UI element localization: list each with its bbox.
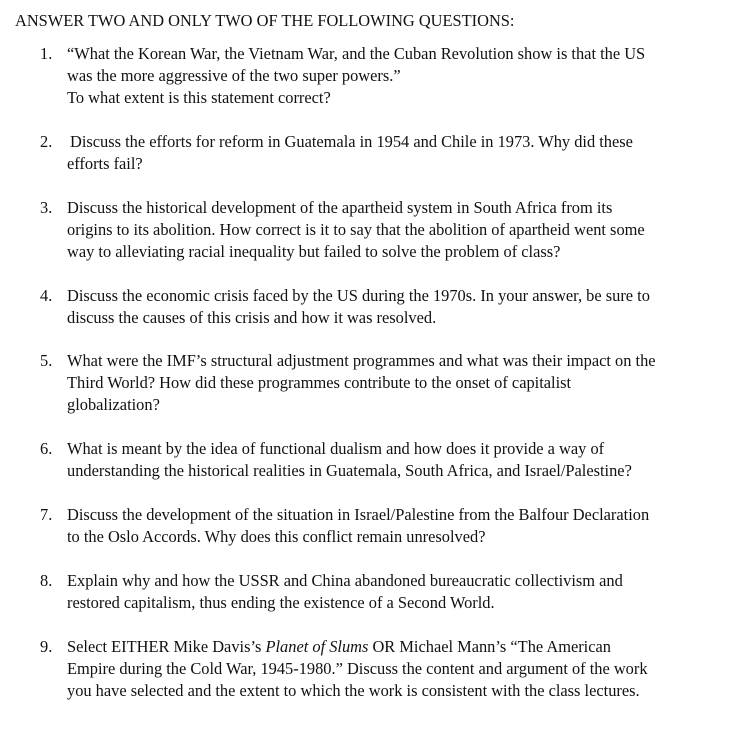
question-number: 3. <box>40 198 53 217</box>
question-line: discuss the causes of this crisis and how it was resolved. <box>67 308 437 327</box>
question-text <box>67 197 720 263</box>
question-line: globalization? <box>67 395 160 414</box>
question-3 <box>40 197 720 263</box>
question-line: Discuss the efforts for reform in Guatemala in 1954 and Chile in 1973. Why did these <box>70 132 633 151</box>
question-line: “What the Korean War, the Vietnam War, and the Cuban Revolution show is that the US <box>67 44 646 63</box>
question-line: Third World? How did these programmes contribute to the onset of capitalist <box>67 373 572 392</box>
question-6 <box>40 438 720 482</box>
question-text <box>67 350 720 416</box>
question-line: origins to its abolition. How correct is it to say that the abolition of apartheid went some <box>67 220 645 239</box>
question-line: To what extent is this statement correct? <box>67 88 331 107</box>
question-text-part: OR Michael Mann’s “The American <box>368 637 611 656</box>
question-line: Empire during the Cold War, 1945-1980.” Discuss the content and argument of the work <box>67 659 648 678</box>
question-line: efforts fail? <box>67 154 143 173</box>
question-line: Discuss the development of the situation in Israel/Palestine from the Balfour Declaration <box>67 505 650 524</box>
question-text <box>67 131 720 175</box>
question-5 <box>40 350 720 416</box>
question-line: to the Oslo Accords. Why does this conflict remain unresolved? <box>67 527 486 546</box>
question-8 <box>40 570 720 614</box>
question-text-part: Select EITHER Mike Davis’s <box>67 637 266 656</box>
question-line: understanding the historical realities in Guatemala, South Africa, and Israel/Palestine? <box>67 461 632 480</box>
question-number: 9. <box>40 637 53 656</box>
question-1 <box>40 43 720 109</box>
question-text <box>67 504 720 548</box>
question-4 <box>40 285 720 329</box>
instructions-heading: ANSWER TWO AND ONLY TWO OF THE FOLLOWING QUESTIONS: <box>15 11 515 30</box>
question-line: What were the IMF’s structural adjustment programmes and what was their impact on the <box>67 351 656 370</box>
question-text <box>67 570 720 614</box>
question-9 <box>40 636 720 702</box>
question-number: 4. <box>40 286 53 305</box>
book-title: Planet of Slums <box>265 637 369 656</box>
question-line: Discuss the historical development of the apartheid system in South Africa from its <box>67 198 613 217</box>
question-text <box>67 636 720 702</box>
question-text <box>67 43 720 109</box>
question-line: you have selected and the extent to which the work is consistent with the class lectures. <box>67 681 640 700</box>
question-line <box>67 636 720 658</box>
question-line: was the more aggressive of the two super powers.” <box>67 66 401 85</box>
question-7 <box>40 504 720 548</box>
question-number: 1. <box>40 44 53 63</box>
question-line: Explain why and how the USSR and China abandoned bureaucratic collectivism and <box>67 571 623 590</box>
question-number: 2. <box>40 132 53 151</box>
question-number: 6. <box>40 439 53 458</box>
question-text <box>67 285 720 329</box>
question-text <box>67 438 720 482</box>
question-line: Discuss the economic crisis faced by the US during the 1970s. In your answer, be sure to <box>67 286 650 305</box>
question-number: 8. <box>40 571 53 590</box>
question-2 <box>40 131 720 175</box>
question-line: What is meant by the idea of functional dualism and how does it provide a way of <box>67 439 605 458</box>
question-line: restored capitalism, thus ending the existence of a Second World. <box>67 593 495 612</box>
question-number: 7. <box>40 505 53 524</box>
question-line: way to alleviating racial inequality but failed to solve the problem of class? <box>67 242 561 261</box>
question-number: 5. <box>40 351 53 370</box>
